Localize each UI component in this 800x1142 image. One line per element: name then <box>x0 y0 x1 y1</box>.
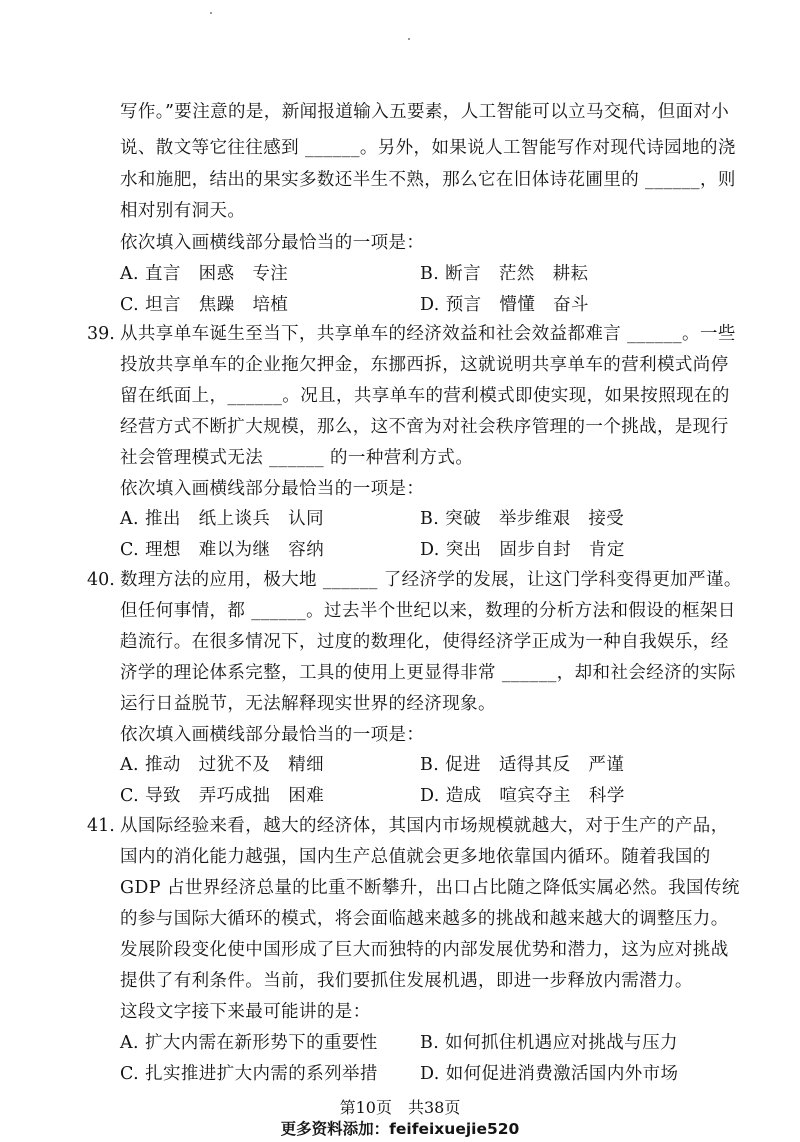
q38-line-2: 说、散文等它往往感到 ______。另外，如果说人工智能写作对现代诗园地的浇 <box>120 138 736 158</box>
q41-number: 41. <box>87 816 115 836</box>
q41-option-b: B. 如何抓住机遇应对挑战与压力 <box>420 1033 678 1053</box>
q39-line-3: 留在纸面上，______。况且，共享单车的营利模式即使实现，如果按照现在的 <box>120 386 730 406</box>
page-number: 第10页 共38页 <box>339 1098 461 1117</box>
q41-line-2: 国内的消化能力越强，国内生产总值就会更多地依靠国内循环。随着我国的 <box>120 847 711 867</box>
q39-line-4: 经营方式不断扩大规模，那么，这不啻为对社会秩序管理的一个挑战，是现行 <box>120 417 729 437</box>
q41-line-4: 的参与国际大循环的模式，将会面临越来越多的挑战和越来越大的调整压力。 <box>120 909 729 929</box>
q38-option-c: C. 坦言 焦躁 培植 <box>120 295 289 315</box>
q41-option-a: A. 扩大内需在新形势下的重要性 <box>120 1033 378 1053</box>
q41-prompt: 这段文字接下来最可能讲的是： <box>120 1002 371 1022</box>
scan-speck <box>210 12 212 14</box>
q39-option-d: D. 突出 固步自封 肯定 <box>420 540 625 560</box>
contact-note: 更多资料添加：feifeixuejie520 <box>280 1120 520 1138</box>
q39-prompt: 依次填入画横线部分最恰当的一项是： <box>120 479 425 499</box>
q38-line-3: 水和施肥，结出的果实多数还半生不熟，那么它在旧体诗花圃里的 ______，则 <box>120 170 736 190</box>
q38-prompt: 依次填入画横线部分最恰当的一项是： <box>120 233 425 253</box>
q41-line-1: 从国际经验来看，越大的经济体，其国内市场规模就越大，对于生产的产品， <box>120 816 729 836</box>
q39-line-2: 投放共享单车的企业拖欠押金，东挪西拆，这就说明共享单车的营利模式尚停 <box>120 355 729 375</box>
q39-option-c: C. 理想 难以为继 容纳 <box>120 540 325 560</box>
q39-number: 39. <box>87 324 115 344</box>
scan-speck <box>408 38 410 40</box>
q41-line-3: GDP 占世界经济总量的比重不断攀升，出口占比随之降低实属必然。我国传统 <box>120 878 740 898</box>
q40-prompt: 依次填入画横线部分最恰当的一项是： <box>120 725 425 745</box>
q39-line-1: 从共享单车诞生至当下，共享单车的经济效益和社会效益都难言 ______。一些 <box>120 324 736 344</box>
q41-line-5: 发展阶段变化使中国形成了巨大而独特的内部发展优势和潜力，这为应对挑战 <box>120 940 729 960</box>
q38-line-1: 写作。”要注意的是，新闻报道输入五要素，人工智能可以立马交稿，但面对小 <box>120 102 730 122</box>
q40-option-a: A. 推动 过犹不及 精细 <box>120 755 324 775</box>
q38-option-d: D. 预言 懵懂 奋斗 <box>420 295 589 315</box>
q40-option-d: D. 造成 喧宾夺主 科学 <box>420 786 625 806</box>
q40-line-4: 济学的理论体系完整，工具的使用上更显得非常 ______，却和社会经济的实际 <box>120 663 736 683</box>
q40-line-3: 趋流行。在很多情况下，过度的数理化，使得经济学正成为一种自我娱乐，经 <box>120 632 729 652</box>
q40-option-c: C. 导致 弄巧成拙 困难 <box>120 786 325 806</box>
q39-option-b: B. 突破 举步维艰 接受 <box>420 509 625 529</box>
q39-line-5: 社会管理模式无法 ______ 的一种营利方式。 <box>120 448 474 468</box>
q40-number: 40. <box>87 570 115 590</box>
q40-line-5: 运行日益脱节，无法解释现实世界的经济现象。 <box>120 694 496 714</box>
q38-option-a: A. 直言 困惑 专注 <box>120 264 289 284</box>
q40-option-b: B. 促进 适得其反 严谨 <box>420 755 625 775</box>
q40-line-1: 数理方法的应用，极大地 ______ 了经济学的发展，让这门学科变得更加严谨。 <box>120 570 742 590</box>
q38-line-4: 相对别有洞天。 <box>120 201 246 221</box>
q38-option-b: B. 断言 茫然 耕耘 <box>420 264 589 284</box>
q41-option-d: D. 如何促进消费激活国内外市场 <box>420 1064 679 1084</box>
q41-line-6: 提供了有利条件。当前，我们要抓住发展机遇，即进一步释放内需潜力。 <box>120 971 693 991</box>
q41-option-c: C. 扎实推进扩大内需的系列举措 <box>120 1064 378 1084</box>
q40-line-2: 但任何事情，都 ______。过去半个世纪以来，数理的分析方法和假设的框架日 <box>120 601 736 621</box>
q39-option-a: A. 推出 纸上谈兵 认同 <box>120 509 324 529</box>
